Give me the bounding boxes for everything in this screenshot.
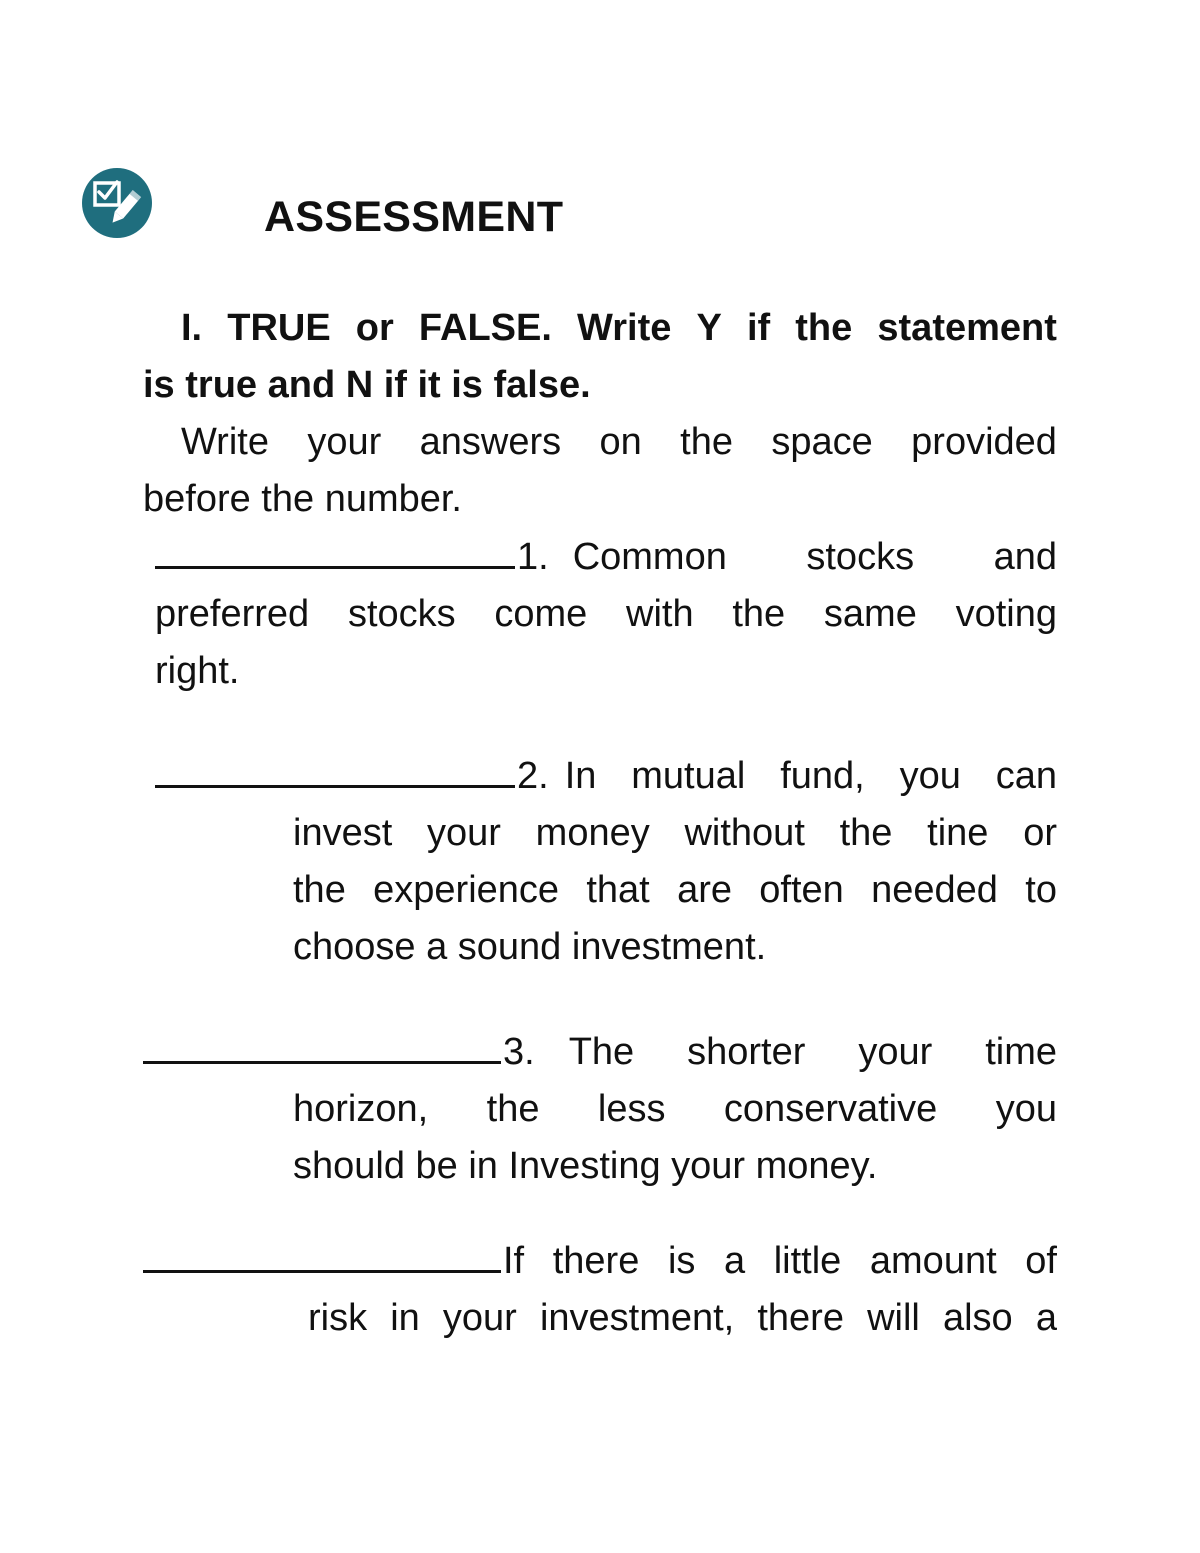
item-2-line-2: invest your money without the tine or [293, 812, 1057, 854]
instruction-line-1: Write your answers on the space provided [181, 421, 1057, 463]
item-2-line-4: choose a sound investment. [293, 926, 767, 968]
item-number: 1. [517, 536, 549, 578]
item-4-line-2: risk in your investment, there will also a [308, 1297, 1057, 1339]
item-2-line-1: In mutual fund, you can [564, 755, 1057, 797]
item-number: 3. [503, 1031, 535, 1073]
answer-blank[interactable] [155, 528, 515, 569]
item-3-line-2: horizon, the less conservative you [293, 1088, 1057, 1130]
item-1-line-1: Common stocks and [572, 536, 1057, 578]
answer-blank[interactable] [155, 747, 515, 788]
answer-blank[interactable] [143, 1023, 501, 1064]
list-item [155, 747, 1057, 976]
item-1-head [155, 528, 1057, 586]
item-2-line-3: the experience that are often needed to [293, 869, 1057, 911]
list-item [143, 1023, 1057, 1195]
item-1-line-2: preferred stocks come with the same voting [155, 593, 1057, 635]
checklist-pencil-icon [81, 167, 153, 239]
instruction-line-2: before the number. [143, 478, 462, 520]
item-4-head [143, 1232, 1057, 1290]
item-1-line-3: right. [155, 650, 240, 692]
heading-line-1: I. TRUE or FALSE. Write Y if the statement [181, 307, 1057, 349]
page-title: ASSESSMENT [264, 193, 564, 241]
item-3-line-1: The shorter your time [568, 1031, 1057, 1073]
list-item [155, 528, 1057, 700]
heading-line-2: is true and N if it is false. [143, 364, 591, 406]
item-4-line-1: If there is a little amount of [503, 1240, 1057, 1282]
section-heading [143, 300, 1057, 528]
answer-blank[interactable] [143, 1232, 501, 1273]
item-3-head [143, 1023, 1057, 1081]
list-item [143, 1232, 1057, 1347]
item-2-head [155, 747, 1057, 805]
item-number: 2. [517, 755, 549, 797]
item-3-line-3: should be in Investing your money. [293, 1145, 878, 1187]
